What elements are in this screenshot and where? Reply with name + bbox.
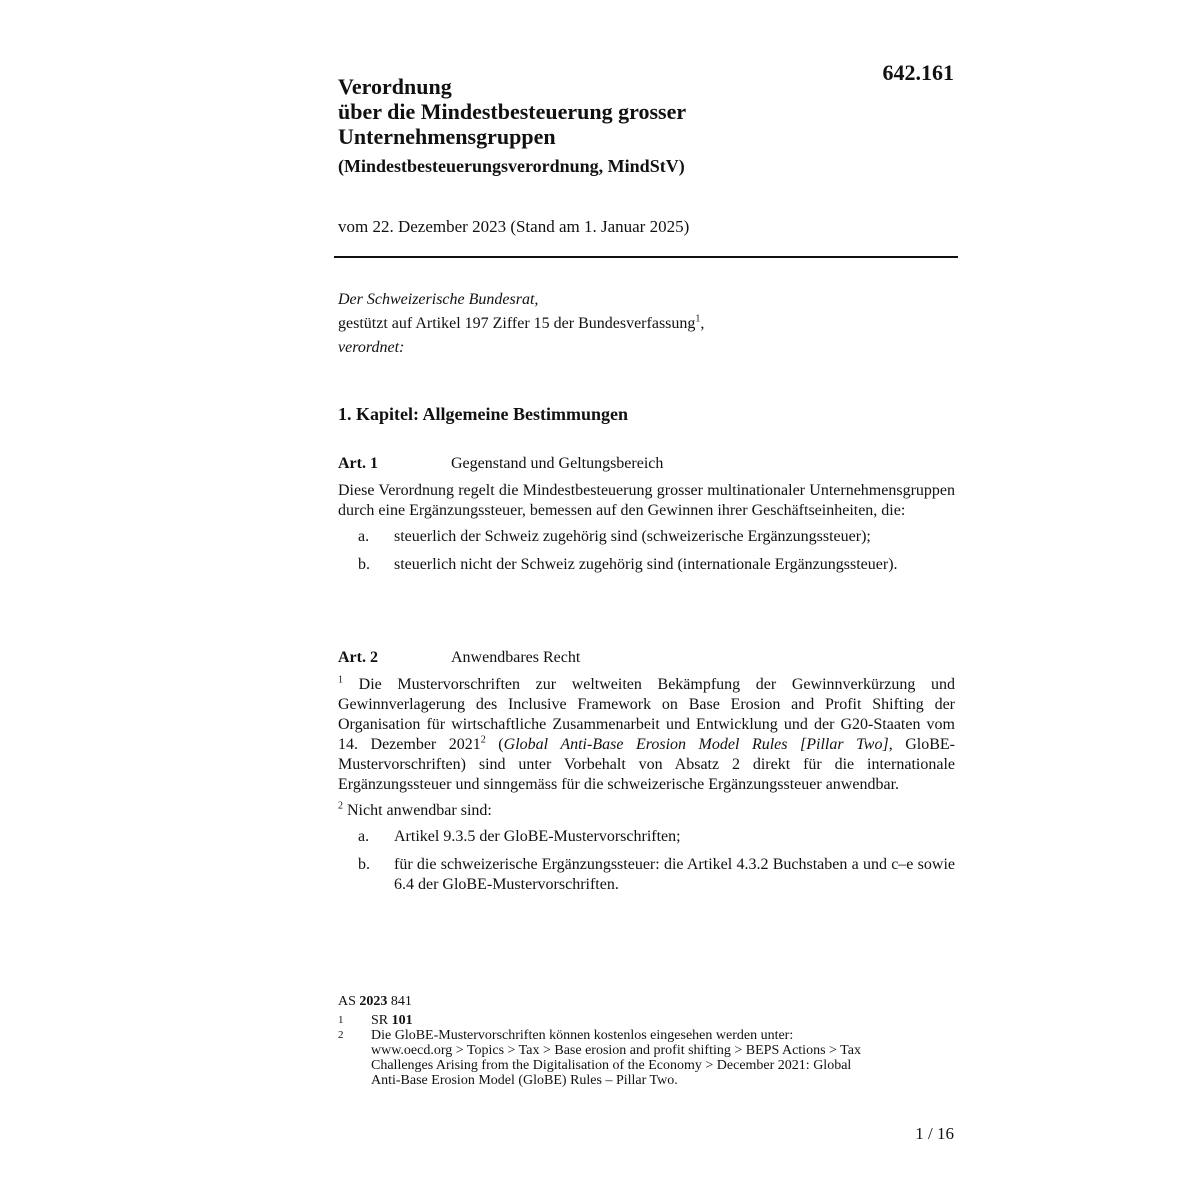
article-1-number: Art. 1 [338,455,378,472]
article-2-list [338,827,955,895]
article-2-heading [338,647,955,669]
footnote-2-line[interactable]: www.oecd.org > Topics > Tax > Base erosion and profit shifting > BEPS Actions > Tax [371,1043,861,1058]
article-1-heading [338,453,955,475]
as-page: 841 [387,994,412,1009]
footnote-2 [338,1028,958,1088]
article-2-paragraph-2 [338,801,955,821]
divider-rule [334,256,958,258]
article-1-title: Gegenstand und Geltungsbereich [451,455,664,472]
footnote-2-line: Challenges Arising from the Digitalisation of the Economy > December 2021: Global [371,1058,852,1073]
list-item [338,527,955,547]
as-year: 2023 [359,994,388,1009]
list-item [338,827,955,847]
list-item-text: Artikel 9.3.5 der GloBE-Mustervorschriften; [394,828,681,845]
page-number: 1 / 16 [915,1124,954,1143]
authority-line: Der Schweizerische Bundesrat, [338,291,539,308]
footnote-ref-1[interactable]: 1 [695,313,701,325]
article-2 [338,647,955,903]
list-item [338,855,955,895]
chapter-heading: 1. Kapitel: Allgemeine Bestimmungen [338,404,628,424]
list-item-letter: a. [358,528,370,545]
preamble [338,288,958,360]
list-item-text: steuerlich der Schweiz zugehörig sind (schweizerische Ergänzungssteuer); [394,528,871,545]
article-1-list [338,527,955,575]
decree-line: verordnet: [338,339,405,356]
paragraph-number: 1 [338,674,343,686]
paragraph-1-text-a: Die Mustervorschriften zur weltweiten Bekämpfung der Gewinnverkürzung und Gewinnverlagerung des Inclusive Framework on Base Erosion and Profit Shifting der Organisation für wirtschaftliche Zusammenarbeit und Entwicklung und der G20-Staaten vom 14. Dezember 2021 [338,676,956,753]
legal-basis-end: , [700,315,705,332]
footnote-1-sr: 101 [391,1013,413,1028]
footnote-2-text [371,1028,958,1088]
title-block [338,74,958,177]
footnote-ref-2[interactable]: 2 [480,734,486,746]
list-item-text: steuerlich nicht der Schweiz zugehörig sind (internationale Ergänzungssteuer). [394,556,898,573]
title-line-2: über die Mindestbesteuerung grosser [338,99,687,124]
article-2-paragraph-1 [338,675,955,795]
footnote-2-line: Die GloBE-Mustervorschriften können kostenlos eingesehen werden unter: [371,1028,794,1043]
as-reference [338,994,958,1009]
article-1 [338,453,955,583]
list-item [338,555,955,575]
paragraph-2-text: Nicht anwendbar sind: [347,802,492,819]
list-item-letter: b. [358,556,370,573]
paragraph-1-italic: Global Anti-Base Erosion Model Rules [Pillar Two] [503,736,889,753]
title-line-3: Unternehmensgruppen [338,124,556,149]
footnote-1-prefix: SR [371,1013,392,1028]
legal-basis-text: gestützt auf Artikel 197 Ziffer 15 der Bundesverfassung [338,315,696,332]
footnote-1-number: 1 [338,1014,344,1026]
legal-basis-line [338,312,958,336]
title-line-1: Verordnung [338,74,452,99]
footnote-2-line: Anti-Base Erosion Model (GloBE) Rules – Pillar Two. [371,1073,678,1088]
list-item-letter: a. [358,828,370,845]
footnotes [338,994,958,1088]
paragraph-number: 2 [338,800,343,812]
article-1-paragraph: Diese Verordnung regelt die Mindestbesteuerung grosser multinationaler Unternehmensgruppen durch eine Ergänzungssteuer, bemessen auf den Gewinnen ihrer Geschäftseinheiten, die: [338,482,955,519]
footnote-2-number: 2 [338,1029,344,1041]
short-title: (Mindestbesteuerungsverordnung, MindStV) [338,156,685,176]
article-2-number: Art. 2 [338,649,378,666]
sr-number: 642.161 [882,60,954,85]
paragraph-1-text-c: , GloBE-Mustervorschriften) sind unter Vorbehalt von Absatz 2 direkt für die internationale Ergänzungssteuer und sinngemäss für die schweizerische Ergänzungssteuer anwendbar. [338,736,955,793]
list-item-letter: b. [358,856,370,873]
footnote-1-text [371,1013,958,1028]
as-prefix: AS [338,994,360,1009]
list-item-text: für die schweizerische Ergänzungssteuer: die Artikel 4.3.2 Buchstaben a und c–e sowie 6.4 der GloBE-Mustervorschriften. [394,856,955,893]
footnote-1 [338,1013,958,1028]
date-line: vom 22. Dezember 2023 (Stand am 1. Januar 2025) [338,217,690,236]
paragraph-1-text-b: ( [485,736,504,753]
article-2-title: Anwendbares Recht [451,649,581,666]
